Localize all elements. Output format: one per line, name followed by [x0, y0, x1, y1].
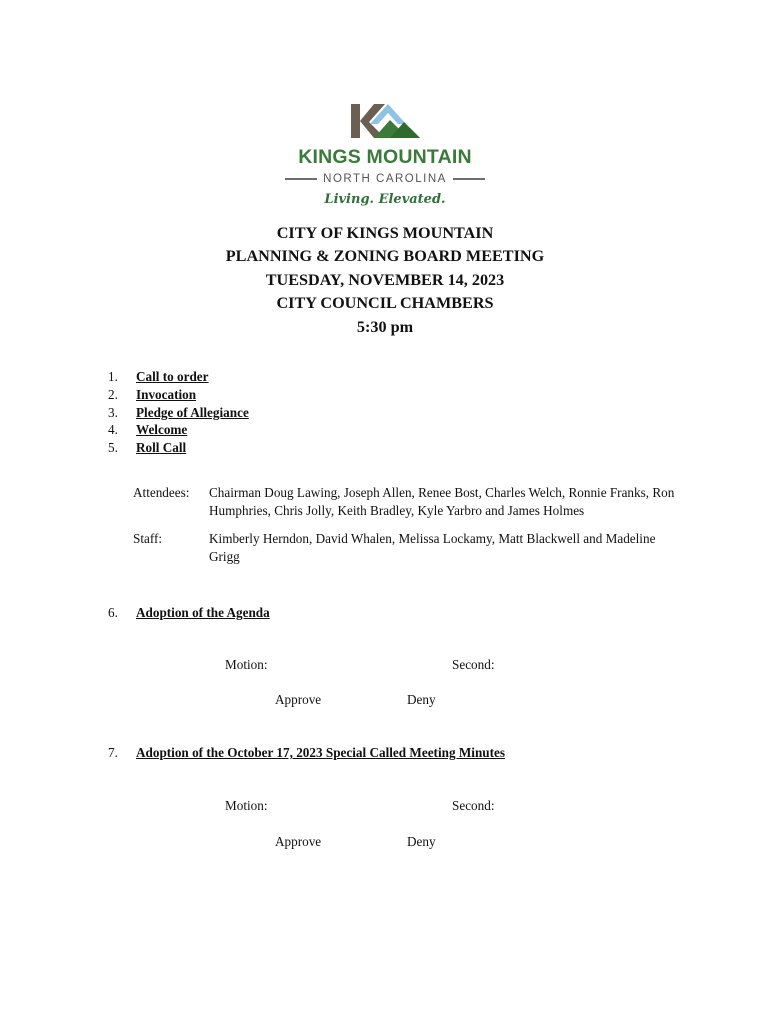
opening-items-list: [108, 368, 249, 457]
second-label: Second:: [452, 657, 495, 672]
logo-rule-right: [453, 178, 485, 180]
list-item: [108, 421, 249, 439]
header-city: CITY OF KINGS MOUNTAIN: [276, 224, 494, 242]
item-label: Roll Call: [136, 440, 187, 456]
deny-label: Deny: [407, 692, 436, 707]
item-label: Pledge of Allegiance: [136, 404, 249, 420]
attendees-names: Chairman Doug Lawing, Joseph Allen, Renee Bost, Charles Welch, Ronnie Franks, Ron Humphries, Chris Jolly, Keith Bradley, Kyle Yarbro and James Holmes: [209, 485, 675, 518]
item-number: 5.: [108, 440, 118, 456]
agenda-label: Adoption of the October 17, 2023 Special Called Meeting Minutes: [136, 745, 505, 760]
agenda-number: 7.: [108, 745, 118, 760]
item-number: 2.: [108, 386, 118, 402]
staff-label: Staff:: [133, 531, 163, 546]
list-item: [108, 368, 249, 386]
list-item: [108, 439, 249, 457]
agenda-item-7: [108, 745, 505, 761]
mountain-logo-icon: [278, 100, 492, 144]
logo-wordmark: KINGS MOUNTAIN: [298, 146, 472, 168]
city-logo: [278, 100, 492, 212]
agenda-label: Adoption of the Agenda: [136, 605, 270, 620]
attendees-label: Attendees:: [133, 485, 190, 500]
header-location: CITY COUNCIL CHAMBERS: [276, 294, 494, 313]
agenda-item-6: [108, 605, 270, 621]
list-item: [108, 386, 249, 404]
agenda-number: 6.: [108, 605, 118, 620]
motion-label: Motion:: [225, 657, 268, 672]
header-time: 5:30 pm: [356, 317, 414, 336]
item-number: 1.: [108, 369, 118, 384]
item-number: 4.: [108, 422, 118, 438]
approve-label: Approve: [275, 834, 322, 849]
logo-tagline: Living. Elevated.: [324, 192, 446, 207]
header-board: PLANNING & ZONING BOARD MEETING: [225, 247, 545, 266]
item-number: 3.: [108, 404, 118, 420]
meeting-header: [0, 222, 770, 339]
motion-label: Motion:: [225, 798, 268, 813]
deny-label: Deny: [407, 834, 436, 849]
item-label: Welcome: [136, 422, 188, 438]
item-label: Call to order: [136, 369, 209, 384]
logo-subline: [278, 172, 492, 186]
item-label: Invocation: [136, 386, 197, 402]
logo-region: NORTH CAROLINA: [323, 173, 447, 185]
approve-label: Approve: [275, 692, 322, 707]
staff-names: Kimberly Herndon, David Whalen, Melissa Lockamy, Matt Blackwell and Madeline Grigg: [209, 531, 656, 564]
list-item: [108, 404, 249, 422]
second-label: Second:: [452, 798, 495, 813]
header-date: TUESDAY, NOVEMBER 14, 2023: [265, 270, 505, 289]
logo-rule-left: [285, 178, 317, 180]
